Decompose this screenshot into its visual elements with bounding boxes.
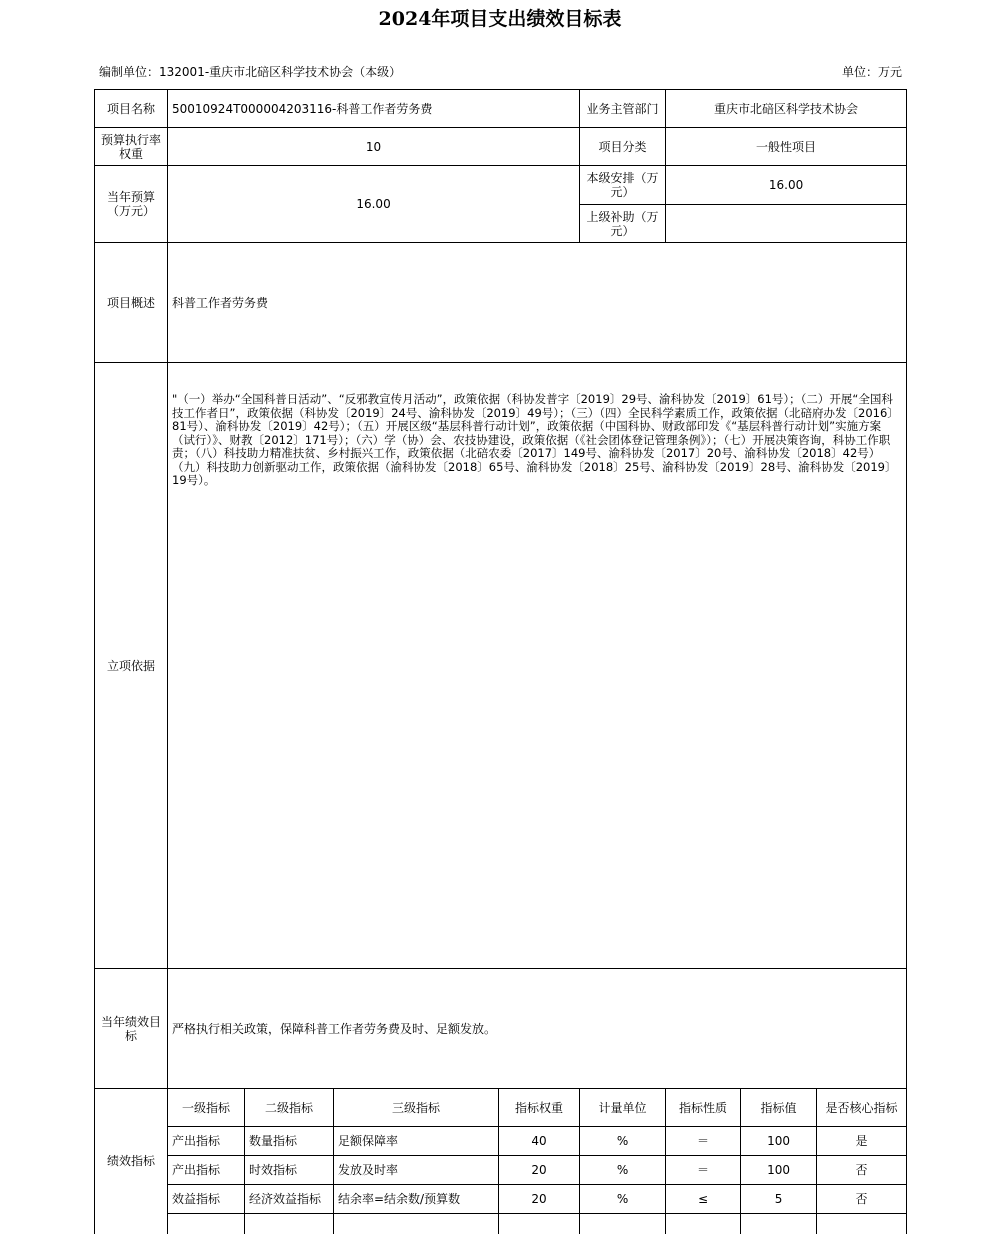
indicator-cell-continued bbox=[499, 1214, 580, 1234]
compiling-unit-value: 132001-重庆市北碚区科学技术协会（本级） bbox=[159, 65, 402, 79]
indicator-header: 三级指标 bbox=[334, 1089, 499, 1127]
dept-value: 重庆市北碚区科学技术协会 bbox=[666, 90, 907, 128]
indicator-header: 二级指标 bbox=[245, 1089, 334, 1127]
basis-label: 立项依据 bbox=[95, 363, 168, 969]
goal-label: 当年绩效目标 bbox=[95, 969, 168, 1089]
indicator-cell-continued bbox=[334, 1214, 499, 1234]
indicator-cell: 结余率=结余数/预算数 bbox=[334, 1185, 499, 1214]
indicator-header: 指标值 bbox=[741, 1089, 817, 1127]
project-name-label: 项目名称 bbox=[95, 90, 168, 128]
indicator-header: 指标权重 bbox=[499, 1089, 580, 1127]
overview-value: 科普工作者劳务费 bbox=[168, 243, 907, 363]
local-arrangement-label: 本级安排（万元） bbox=[580, 166, 666, 205]
exec-weight-value: 10 bbox=[168, 128, 580, 166]
indicator-header: 一级指标 bbox=[168, 1089, 245, 1127]
indicator-cell: 产出指标 bbox=[168, 1156, 245, 1185]
category-value: 一般性项目 bbox=[666, 128, 907, 166]
perf-label: 绩效指标 bbox=[95, 1089, 168, 1234]
indicator-cell: 效益指标 bbox=[168, 1185, 245, 1214]
goal-value: 严格执行相关政策，保障科普工作者劳务费及时、足额发放。 bbox=[168, 969, 907, 1089]
performance-target-table bbox=[94, 89, 907, 1234]
indicator-cell: 时效指标 bbox=[245, 1156, 334, 1185]
indicator-cell: % bbox=[580, 1156, 666, 1185]
indicator-cell-continued bbox=[168, 1214, 245, 1234]
indicator-cell: % bbox=[580, 1127, 666, 1156]
exec-weight-label: 预算执行率权重 bbox=[95, 128, 168, 166]
indicator-cell-continued bbox=[817, 1214, 907, 1234]
indicator-cell: 是 bbox=[817, 1127, 907, 1156]
indicator-cell: 20 bbox=[499, 1156, 580, 1185]
indicator-cell: 经济效益指标 bbox=[245, 1185, 334, 1214]
indicator-cell: 否 bbox=[817, 1185, 907, 1214]
indicator-cell: 否 bbox=[817, 1156, 907, 1185]
category-label: 项目分类 bbox=[580, 128, 666, 166]
compiling-unit-label: 编制单位： bbox=[99, 65, 160, 79]
dept-label: 业务主管部门 bbox=[580, 90, 666, 128]
project-name-value: 50010924T000004203116-科普工作者劳务费 bbox=[168, 90, 580, 128]
indicator-cell: 100 bbox=[741, 1127, 817, 1156]
indicator-cell: 5 bbox=[741, 1185, 817, 1214]
indicator-cell: ＝ bbox=[666, 1127, 741, 1156]
indicator-cell: 足额保障率 bbox=[334, 1127, 499, 1156]
indicator-cell: 100 bbox=[741, 1156, 817, 1185]
indicator-cell-continued bbox=[245, 1214, 334, 1234]
superior-subsidy-value bbox=[666, 205, 907, 243]
indicator-cell: 发放及时率 bbox=[334, 1156, 499, 1185]
superior-subsidy-label: 上级补助（万元） bbox=[580, 205, 666, 243]
indicator-cell: 产出指标 bbox=[168, 1127, 245, 1156]
indicator-header: 是否核心指标 bbox=[817, 1089, 907, 1127]
basis-value: "（一）举办“全国科普日活动”、“反邪教宣传月活动”，政策依据（科协发普字〔2019〕29号、渝科协发〔2019〕61号）；（二）开展“全国科技工作者日”，政策依据（科协发〔2019〕24号、渝科协发〔2019〕49号）；（三）（四）全民科学素质工作，政策依据（北碚府办发〔2016〕81号）、渝科协发〔2019〕42号）；（五）开展区级“基层科普行动计划”，政策依据（中国科协、财政部印发《“基层科普行动计划”实施方案（试行）》、财教〔2012〕171号）；（六）学（协）会、农技协建设，政策依据（《社会团体登记管理条例》）；（七）开展决策咨询，科协工作职责；（八）科技助力精准扶贫、乡村振兴工作，政策依据（北碚农委〔2017〕149号、渝科协发〔2017〕20号、渝科协发〔2018〕42号）（九）科技助力创新驱动工作，政策依据（渝科协发〔2018〕65号、渝科协发〔2018〕25号、渝科协发〔2019〕28号、渝科协发〔2019〕19号）。 bbox=[168, 363, 907, 969]
indicator-header: 指标性质 bbox=[666, 1089, 741, 1127]
compiling-unit bbox=[99, 63, 401, 80]
indicator-cell-continued bbox=[741, 1214, 817, 1234]
indicator-cell: 数量指标 bbox=[245, 1127, 334, 1156]
indicator-cell: 20 bbox=[499, 1185, 580, 1214]
overview-label: 项目概述 bbox=[95, 243, 168, 363]
indicator-cell-continued bbox=[580, 1214, 666, 1234]
indicator-cell: % bbox=[580, 1185, 666, 1214]
budget-label: 当年预算（万元） bbox=[95, 166, 168, 243]
budget-value: 16.00 bbox=[168, 166, 580, 243]
indicator-header: 计量单位 bbox=[580, 1089, 666, 1127]
indicator-cell: 40 bbox=[499, 1127, 580, 1156]
page-title: 2024年项目支出绩效目标表 bbox=[378, 8, 622, 30]
currency-unit: 单位：万元 bbox=[841, 65, 902, 79]
indicator-cell: ≤ bbox=[666, 1185, 741, 1214]
local-arrangement-value: 16.00 bbox=[666, 166, 907, 205]
indicator-cell: ＝ bbox=[666, 1156, 741, 1185]
indicator-cell-continued bbox=[666, 1214, 741, 1234]
